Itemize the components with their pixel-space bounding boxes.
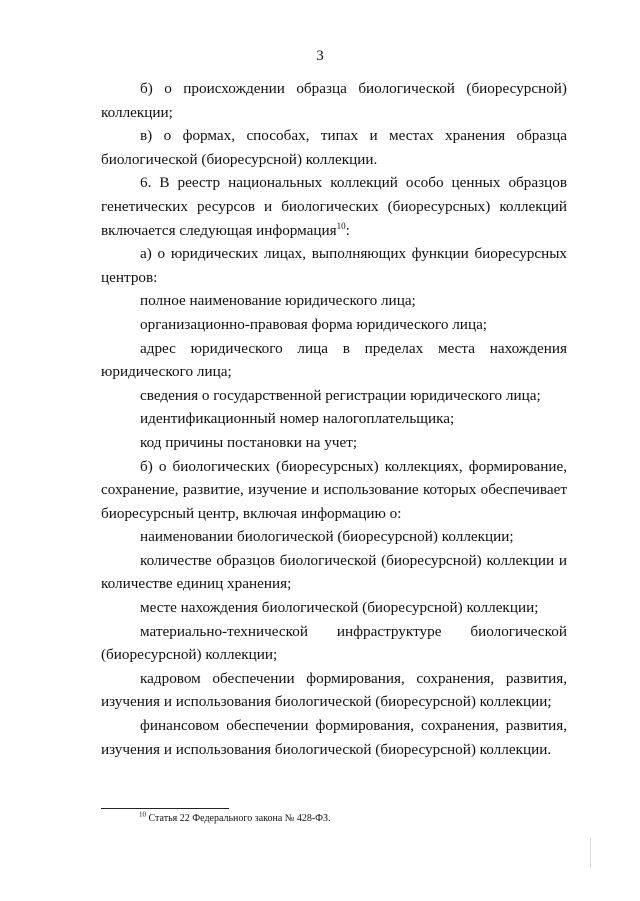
footnote-mark: 10 xyxy=(139,810,146,819)
document-body xyxy=(101,77,567,761)
list-item: сведения о государственной регистрации юридического лица; xyxy=(140,386,541,404)
paragraph-6-text: 6. В реестр национальных коллекций особо ценных образцов генетических ресурсов и биологических (биоресурсных) коллекций включается следующая информация xyxy=(101,174,567,239)
paragraph-b-origin: б) о происхождении образца биологической (биоресурсной) коллекции; xyxy=(101,80,567,121)
paragraph-6-colon: : xyxy=(345,221,350,239)
list-item: материально-технической инфраструктуре биологической (биоресурсной) коллекции; xyxy=(101,622,567,664)
paragraph-b-collections: б) о биологических (биоресурсных) коллекциях, формирование, сохранение, развитие, изучение и использование которых обеспечивает биоресурсный центр, включая информацию о: xyxy=(101,457,567,522)
list-item: финансовом обеспечении формирования, сохранения, развития, изучения и использования биологической (биоресурсной) коллекции. xyxy=(101,717,567,758)
list-item: организационно-правовая форма юридического лица; xyxy=(140,315,488,333)
list-item: количестве образцов биологической (биоресурсной) коллекции и количестве единиц хранения; xyxy=(101,551,567,593)
footnote-divider xyxy=(101,808,229,809)
paragraph-a-legal-entities: а) о юридических лицах, выполняющих функции биоресурсных центров: xyxy=(101,245,567,286)
footnote xyxy=(139,812,331,825)
scan-artifact xyxy=(590,838,591,868)
list-item: месте нахождения биологической (биоресурсной) коллекции; xyxy=(140,599,539,617)
list-item: код причины постановки на учет; xyxy=(140,433,358,451)
list-item: кадровом обеспечении формирования, сохранения, развития, изучения и использования биологической (биоресурсной) коллекции; xyxy=(101,669,567,711)
paragraph-6-registry xyxy=(101,171,567,242)
footnote-reference: 10 xyxy=(336,220,346,231)
footnote-text: Статья 22 Федерального закона № 428-ФЗ. xyxy=(146,813,331,824)
list-item: идентификационный номер налогоплательщика; xyxy=(140,410,455,428)
list-item: полное наименование юридического лица; xyxy=(140,292,416,310)
list-item: наименовании биологической (биоресурсной) коллекции; xyxy=(140,528,514,546)
list-item: адрес юридического лица в пределах места нахождения юридического лица; xyxy=(101,339,567,381)
page-number: 3 xyxy=(316,48,324,64)
paragraph-v-storage: в) о формах, способах, типах и местах хранения образца биологической (биоресурсной) коллекции. xyxy=(101,127,567,168)
